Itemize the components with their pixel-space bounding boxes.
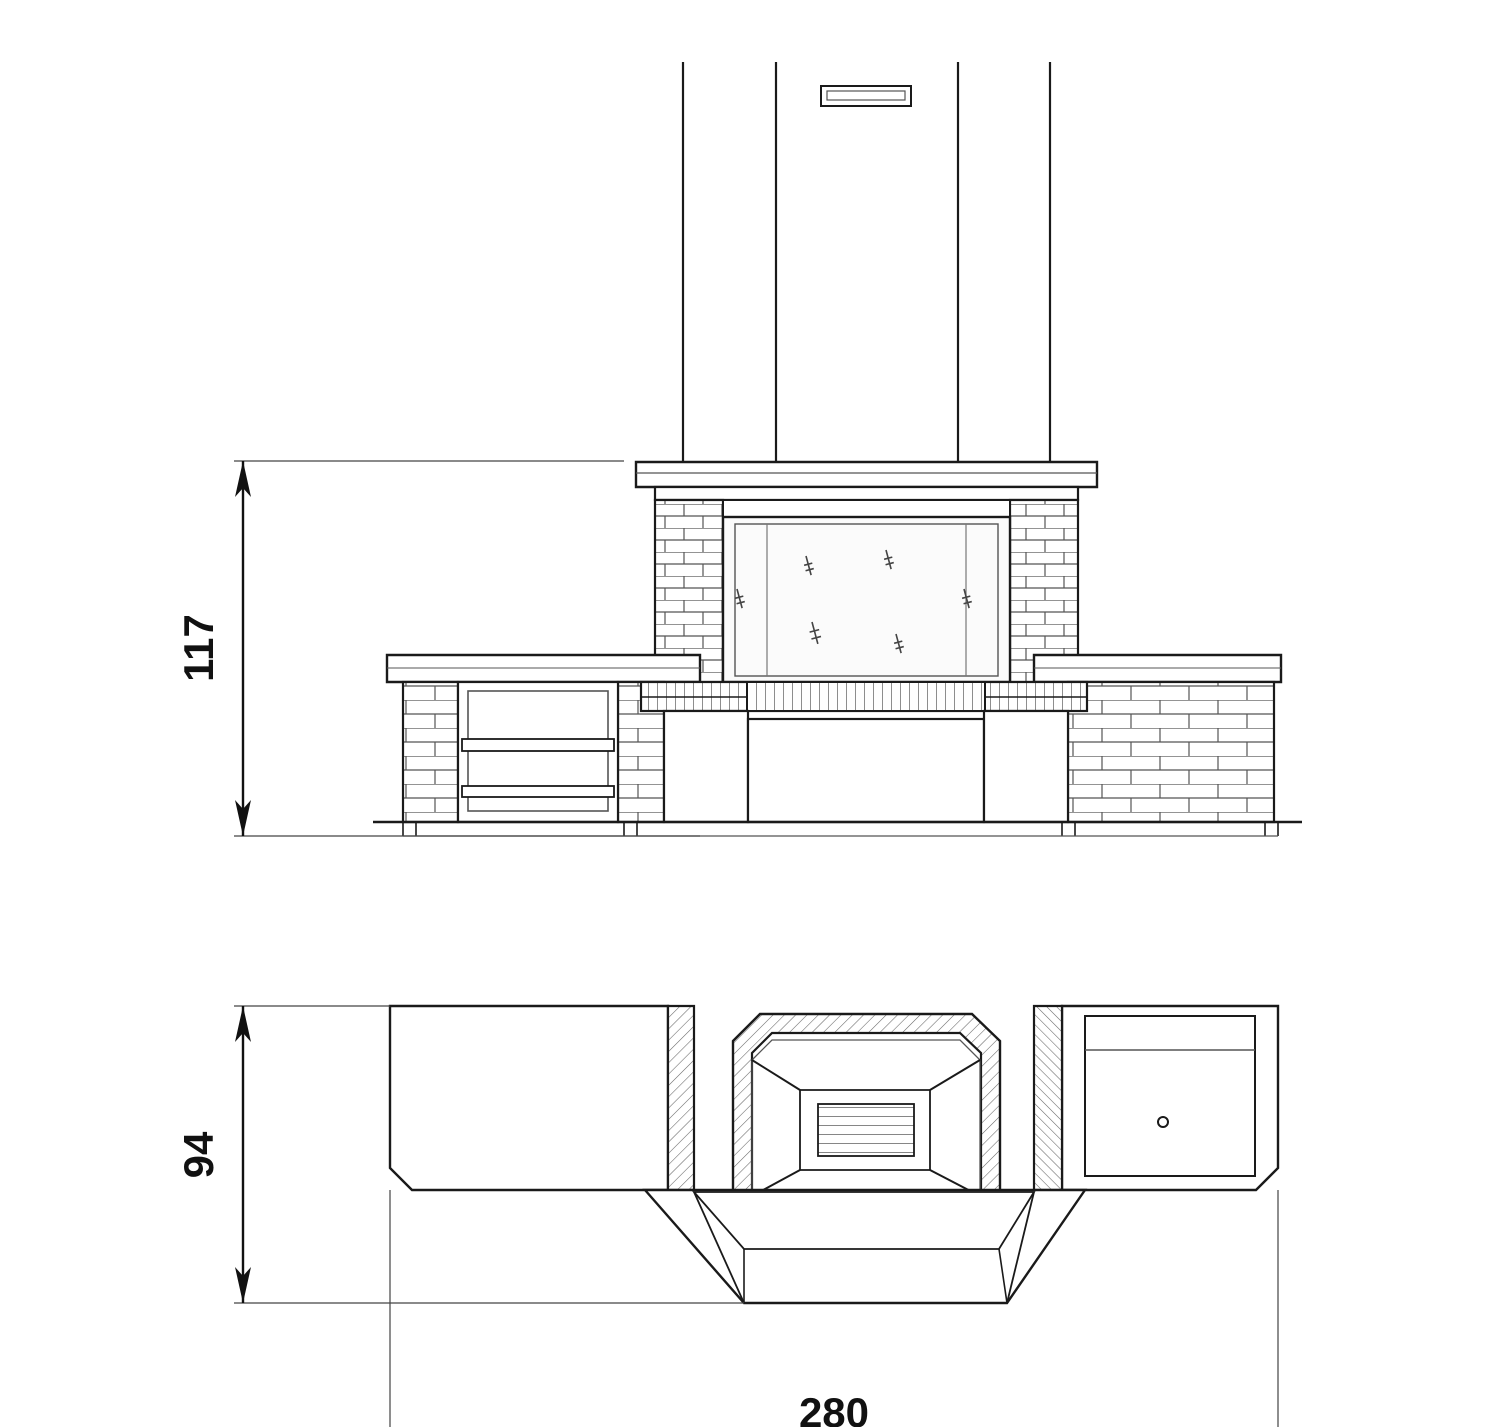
dimension-depth-94-label: 94 [175,1131,222,1179]
hearth-vent-band [641,682,1087,711]
plan-view [175,1006,1278,1427]
dimension-depth-94 [235,1006,251,1303]
fireplace-glass-panel [723,517,1010,682]
hood-cap-slab [636,462,1097,500]
firebox-front-panels [664,711,1068,822]
right-counter-top-slab [1034,655,1281,682]
dimension-width-280-label: 280 [798,1389,870,1427]
front-elevation-view [175,62,1302,836]
left-shelf-compartment [458,682,618,822]
left-counter-top-slab [387,655,700,682]
dimension-height-117-label: 117 [175,614,222,682]
plan-right-basin [1085,1016,1255,1176]
flue-lines [683,62,1050,463]
flue-damper-plate [821,86,911,106]
hood-upper-band [723,500,1010,517]
dimension-height-117 [235,461,251,836]
ground-line [373,822,1302,836]
plan-firebox-grate [818,1104,914,1156]
plan-left-worktop [390,1006,668,1190]
right-base-brickwork [1068,682,1274,822]
plan-front-hearth [645,1190,1085,1303]
